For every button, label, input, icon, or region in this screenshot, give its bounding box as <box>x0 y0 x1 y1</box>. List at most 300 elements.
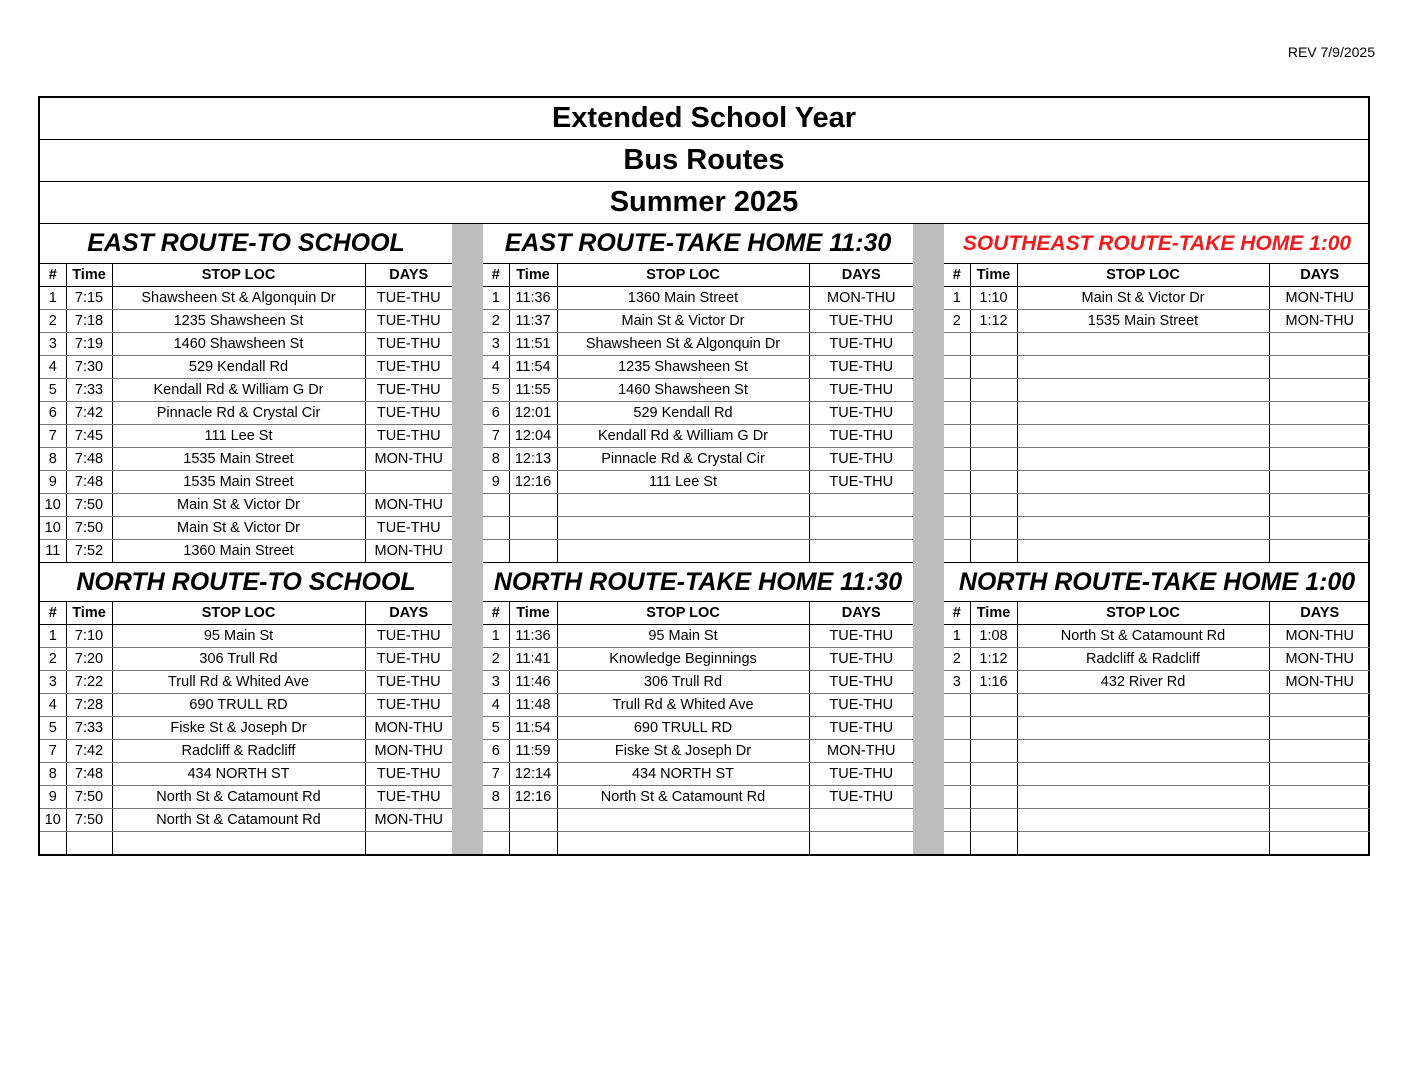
cell-stop: North St & Catamount Rd <box>112 786 365 809</box>
cell-days: TUE-THU <box>809 425 913 448</box>
cell-stop: 690 TRULL RD <box>557 717 809 740</box>
cell-num: 7 <box>483 763 509 786</box>
cell-days <box>1269 809 1370 832</box>
table-row <box>40 287 452 310</box>
column-header-num: # <box>944 264 970 287</box>
cell-stop: 690 TRULL RD <box>112 694 365 717</box>
cell-num <box>944 379 970 402</box>
cell-num: 4 <box>483 356 509 379</box>
table-row <box>483 625 913 648</box>
cell-stop: Main St & Victor Dr <box>1017 287 1269 310</box>
empty-row <box>944 832 1370 855</box>
table-row <box>483 356 913 379</box>
cell-stop <box>1017 471 1269 494</box>
cell-days: TUE-THU <box>365 694 452 717</box>
cell-time <box>970 379 1017 402</box>
cell-time: 12:01 <box>509 402 557 425</box>
table-row <box>944 287 1370 310</box>
cell-stop: Radcliff & Radcliff <box>112 740 365 763</box>
cell-days <box>1269 717 1370 740</box>
cell-days: MON-THU <box>365 448 452 471</box>
cell-stop <box>1017 448 1269 471</box>
table-row <box>40 648 452 671</box>
cell-time <box>970 786 1017 809</box>
cell-time <box>509 494 557 517</box>
column-header-days: DAYS <box>809 602 913 625</box>
cell-days <box>1269 494 1370 517</box>
cell-time: 7:48 <box>66 448 112 471</box>
route-title: NORTH ROUTE-TAKE HOME 11:30 <box>483 562 913 602</box>
cell-time: 11:59 <box>509 740 557 763</box>
cell-stop: 434 NORTH ST <box>112 763 365 786</box>
empty-row <box>944 809 1370 832</box>
cell-days: MON-THU <box>365 717 452 740</box>
cell-stop: 111 Lee St <box>557 471 809 494</box>
cell-stop: Main St & Victor Dr <box>112 494 365 517</box>
table-row <box>40 356 452 379</box>
cell-days <box>1269 379 1370 402</box>
table-header <box>483 264 913 287</box>
cell-num: 8 <box>40 763 66 786</box>
cell-days: MON-THU <box>365 809 452 832</box>
cell-num: 2 <box>483 648 509 671</box>
cell-stop <box>1017 809 1269 832</box>
cell-stop: 1235 Shawsheen St <box>112 310 365 333</box>
cell-num: 4 <box>40 356 66 379</box>
cell-stop <box>1017 786 1269 809</box>
cell-days: TUE-THU <box>365 379 452 402</box>
cell-days <box>1269 471 1370 494</box>
cell-num <box>944 448 970 471</box>
cell-stop <box>112 832 365 855</box>
cell-days: TUE-THU <box>365 402 452 425</box>
empty-row <box>40 832 452 855</box>
cell-days <box>365 471 452 494</box>
cell-num: 3 <box>483 333 509 356</box>
cell-time <box>509 540 557 563</box>
column-header-num: # <box>944 602 970 625</box>
cell-stop <box>1017 832 1269 855</box>
cell-time <box>970 517 1017 540</box>
cell-time: 7:52 <box>66 540 112 563</box>
table-row <box>483 287 913 310</box>
cell-days: TUE-THU <box>809 763 913 786</box>
cell-time: 11:54 <box>509 356 557 379</box>
table-row <box>40 448 452 471</box>
cell-stop: Pinnacle Rd & Crystal Cir <box>557 448 809 471</box>
column-header-days: DAYS <box>1269 264 1370 287</box>
empty-row <box>944 540 1370 563</box>
cell-days <box>365 832 452 855</box>
cell-time <box>509 832 557 855</box>
cell-time: 7:50 <box>66 494 112 517</box>
cell-num: 1 <box>483 287 509 310</box>
bus-routes-sheet <box>38 96 1370 856</box>
cell-days: TUE-THU <box>809 625 913 648</box>
cell-num: 3 <box>40 333 66 356</box>
cell-time: 12:14 <box>509 763 557 786</box>
table-row <box>40 540 452 563</box>
cell-time: 11:36 <box>509 625 557 648</box>
cell-num <box>944 694 970 717</box>
empty-row <box>944 717 1370 740</box>
cell-time: 11:48 <box>509 694 557 717</box>
column-header-days: DAYS <box>365 264 452 287</box>
cell-days: TUE-THU <box>365 671 452 694</box>
table-row <box>40 809 452 832</box>
cell-stop: Trull Rd & Whited Ave <box>112 671 365 694</box>
cell-num <box>944 763 970 786</box>
cell-num <box>483 832 509 855</box>
cell-time <box>970 740 1017 763</box>
cell-days <box>809 809 913 832</box>
empty-row <box>483 540 913 563</box>
cell-num <box>944 333 970 356</box>
table-row <box>40 310 452 333</box>
cell-days <box>1269 540 1370 563</box>
table-row <box>483 333 913 356</box>
cell-time <box>970 832 1017 855</box>
cell-time: 11:54 <box>509 717 557 740</box>
column-header-days: DAYS <box>1269 602 1370 625</box>
table-row <box>40 786 452 809</box>
empty-row <box>483 494 913 517</box>
cell-days <box>809 540 913 563</box>
table-row <box>944 671 1370 694</box>
cell-num: 9 <box>40 786 66 809</box>
table-row <box>40 763 452 786</box>
panel-right <box>944 224 1370 854</box>
cell-stop <box>1017 494 1269 517</box>
cell-stop <box>1017 540 1269 563</box>
cell-num: 3 <box>944 671 970 694</box>
cell-num: 1 <box>40 625 66 648</box>
cell-num: 9 <box>483 471 509 494</box>
cell-stop <box>1017 379 1269 402</box>
cell-time: 1:10 <box>970 287 1017 310</box>
column-header-time: Time <box>66 602 112 625</box>
cell-time: 12:16 <box>509 786 557 809</box>
cell-days: TUE-THU <box>365 763 452 786</box>
cell-num: 5 <box>483 717 509 740</box>
cell-stop <box>557 517 809 540</box>
cell-stop: 529 Kendall Rd <box>112 356 365 379</box>
cell-num: 5 <box>40 717 66 740</box>
cell-num: 11 <box>40 540 66 563</box>
table-row <box>944 625 1370 648</box>
cell-stop: 306 Trull Rd <box>557 671 809 694</box>
table-row <box>40 740 452 763</box>
cell-stop <box>1017 763 1269 786</box>
cell-time <box>970 425 1017 448</box>
cell-days: TUE-THU <box>365 356 452 379</box>
empty-row <box>944 333 1370 356</box>
cell-stop: Shawsheen St & Algonquin Dr <box>557 333 809 356</box>
cell-stop: 1460 Shawsheen St <box>112 333 365 356</box>
cell-days <box>1269 333 1370 356</box>
cell-days: TUE-THU <box>365 786 452 809</box>
cell-num: 6 <box>483 402 509 425</box>
cell-num <box>944 494 970 517</box>
cell-time: 7:50 <box>66 517 112 540</box>
cell-stop: 306 Trull Rd <box>112 648 365 671</box>
cell-stop: Main St & Victor Dr <box>112 517 365 540</box>
cell-days: MON-THU <box>1269 287 1370 310</box>
cell-num <box>483 809 509 832</box>
cell-stop <box>1017 402 1269 425</box>
cell-num: 6 <box>40 402 66 425</box>
cell-num <box>944 740 970 763</box>
empty-row <box>944 379 1370 402</box>
empty-row <box>944 425 1370 448</box>
cell-days: TUE-THU <box>809 786 913 809</box>
empty-row <box>944 448 1370 471</box>
cell-time: 7:18 <box>66 310 112 333</box>
empty-row <box>944 694 1370 717</box>
cell-time: 7:42 <box>66 740 112 763</box>
cell-num <box>944 356 970 379</box>
cell-time: 7:28 <box>66 694 112 717</box>
cell-time <box>509 809 557 832</box>
cell-num <box>944 809 970 832</box>
title-line-2: Bus Routes <box>40 140 1368 182</box>
cell-stop <box>1017 356 1269 379</box>
cell-days: TUE-THU <box>365 310 452 333</box>
column-header-time: Time <box>66 264 112 287</box>
cell-stop: 432 River Rd <box>1017 671 1269 694</box>
cell-days <box>1269 402 1370 425</box>
table-header <box>483 602 913 625</box>
table-row <box>40 494 452 517</box>
routes-grid <box>40 224 1368 854</box>
cell-time: 12:04 <box>509 425 557 448</box>
cell-stop: Knowledge Beginnings <box>557 648 809 671</box>
cell-time <box>970 717 1017 740</box>
cell-time <box>970 494 1017 517</box>
table-row <box>483 379 913 402</box>
cell-stop: 1535 Main Street <box>112 448 365 471</box>
empty-row <box>944 356 1370 379</box>
cell-time: 7:19 <box>66 333 112 356</box>
table-row <box>483 648 913 671</box>
cell-days <box>1269 356 1370 379</box>
table-row <box>40 625 452 648</box>
cell-stop: North St & Catamount Rd <box>112 809 365 832</box>
cell-num: 1 <box>944 287 970 310</box>
route-title: EAST ROUTE-TO SCHOOL <box>40 224 452 264</box>
cell-time: 7:50 <box>66 786 112 809</box>
revision-label: REV 7/9/2025 <box>1287 44 1375 60</box>
table-row <box>483 310 913 333</box>
route-title-highlighted: SOUTHEAST ROUTE-TAKE HOME 1:00 <box>944 224 1370 264</box>
cell-num <box>944 717 970 740</box>
cell-days: MON-THU <box>809 740 913 763</box>
panel-left <box>40 224 452 854</box>
column-header-time: Time <box>509 264 557 287</box>
cell-stop <box>1017 694 1269 717</box>
cell-days: MON-THU <box>1269 310 1370 333</box>
cell-num: 2 <box>40 310 66 333</box>
table-row <box>40 402 452 425</box>
column-header-stop: STOP LOC <box>1017 264 1269 287</box>
column-header-num: # <box>40 264 66 287</box>
table-row <box>483 763 913 786</box>
cell-num: 10 <box>40 517 66 540</box>
table-row <box>483 740 913 763</box>
route-title: NORTH ROUTE-TO SCHOOL <box>40 562 452 602</box>
cell-time <box>970 694 1017 717</box>
cell-num <box>944 402 970 425</box>
cell-stop: 95 Main St <box>557 625 809 648</box>
cell-days <box>809 517 913 540</box>
cell-num: 10 <box>40 809 66 832</box>
cell-num <box>944 786 970 809</box>
empty-row <box>483 832 913 855</box>
cell-time: 7:22 <box>66 671 112 694</box>
cell-days: MON-THU <box>1269 671 1370 694</box>
cell-time <box>970 333 1017 356</box>
cell-num: 10 <box>40 494 66 517</box>
table-row <box>483 425 913 448</box>
route-table <box>944 264 1370 562</box>
cell-days: TUE-THU <box>809 671 913 694</box>
cell-stop <box>1017 333 1269 356</box>
cell-time: 7:15 <box>66 287 112 310</box>
cell-time: 7:20 <box>66 648 112 671</box>
cell-num: 8 <box>483 786 509 809</box>
cell-num <box>944 540 970 563</box>
route-title: EAST ROUTE-TAKE HOME 11:30 <box>483 224 913 264</box>
empty-row <box>944 786 1370 809</box>
route-title: NORTH ROUTE-TAKE HOME 1:00 <box>944 562 1370 602</box>
cell-stop: Fiske St & Joseph Dr <box>557 740 809 763</box>
cell-days: MON-THU <box>374 543 443 559</box>
table-row <box>40 471 452 494</box>
empty-row <box>944 517 1370 540</box>
table-row <box>40 425 452 448</box>
cell-time: 11:37 <box>509 310 557 333</box>
table-row <box>483 671 913 694</box>
cell-num: 7 <box>483 425 509 448</box>
empty-row <box>944 740 1370 763</box>
cell-time: 11:41 <box>509 648 557 671</box>
column-header-stop: STOP LOC <box>557 264 809 287</box>
column-divider <box>913 224 944 854</box>
empty-row <box>944 402 1370 425</box>
cell-stop: 529 Kendall Rd <box>557 402 809 425</box>
cell-days <box>1269 740 1370 763</box>
empty-row <box>483 517 913 540</box>
table-row <box>483 786 913 809</box>
column-header-days: DAYS <box>809 264 913 287</box>
table-row <box>483 471 913 494</box>
cell-stop: 1235 Shawsheen St <box>557 356 809 379</box>
cell-num <box>40 832 66 855</box>
cell-stop <box>1017 425 1269 448</box>
cell-stop: 111 Lee St <box>112 425 365 448</box>
cell-days <box>1269 425 1370 448</box>
cell-days: TUE-THU <box>809 356 913 379</box>
cell-time <box>970 402 1017 425</box>
cell-days: TUE-THU <box>809 448 913 471</box>
table-row <box>483 717 913 740</box>
cell-num: 2 <box>944 648 970 671</box>
cell-stop: 95 Main St <box>112 625 365 648</box>
cell-days: TUE-THU <box>365 333 452 356</box>
cell-num: 7 <box>40 740 66 763</box>
cell-num: 7 <box>40 425 66 448</box>
table-header <box>944 602 1370 625</box>
cell-days: TUE-THU <box>365 648 452 671</box>
cell-time: 7:30 <box>66 356 112 379</box>
cell-time: 12:16 <box>509 471 557 494</box>
cell-num: 5 <box>40 379 66 402</box>
cell-time: 11:46 <box>509 671 557 694</box>
cell-days: MON-THU <box>365 740 452 763</box>
empty-row <box>944 471 1370 494</box>
cell-days: TUE-THU <box>809 333 913 356</box>
cell-days: TUE-THU <box>365 517 452 540</box>
table-header <box>40 264 452 287</box>
cell-num: 4 <box>40 694 66 717</box>
cell-days: TUE-THU <box>365 625 452 648</box>
cell-days <box>1269 517 1370 540</box>
table-row <box>40 671 452 694</box>
route-table <box>944 602 1370 854</box>
cell-stop: Main St & Victor Dr <box>557 310 809 333</box>
cell-days: MON-THU <box>365 494 452 517</box>
cell-num: 1 <box>40 287 66 310</box>
table-row <box>944 310 1370 333</box>
cell-days: MON-THU <box>1269 648 1370 671</box>
cell-num <box>483 517 509 540</box>
cell-stop: 1360 Main Street <box>557 287 809 310</box>
route-table <box>483 602 913 854</box>
cell-num <box>483 540 509 563</box>
cell-time: 7:33 <box>66 717 112 740</box>
title-line-3: Summer 2025 <box>40 182 1368 224</box>
cell-num: 1 <box>483 625 509 648</box>
cell-days <box>1269 763 1370 786</box>
cell-time: 7:33 <box>66 379 112 402</box>
column-header-time: Time <box>970 264 1017 287</box>
column-header-stop: STOP LOC <box>112 602 365 625</box>
cell-num: 8 <box>40 448 66 471</box>
cell-stop: Fiske St & Joseph Dr <box>112 717 365 740</box>
cell-days: MON-THU <box>809 287 913 310</box>
column-header-stop: STOP LOC <box>112 264 365 287</box>
cell-num: 2 <box>483 310 509 333</box>
cell-stop: Kendall Rd & William G Dr <box>557 425 809 448</box>
column-header-days: DAYS <box>365 602 452 625</box>
cell-time: 7:48 <box>66 763 112 786</box>
cell-stop <box>1017 517 1269 540</box>
cell-num: 4 <box>483 694 509 717</box>
route-table <box>40 264 452 562</box>
table-header <box>40 602 452 625</box>
cell-days: TUE-THU <box>365 287 452 310</box>
cell-days <box>1269 448 1370 471</box>
route-table <box>40 602 452 854</box>
column-divider <box>452 224 483 854</box>
table-row <box>40 717 452 740</box>
cell-time <box>970 471 1017 494</box>
cell-stop <box>557 832 809 855</box>
cell-days <box>1269 786 1370 809</box>
cell-num: 6 <box>483 740 509 763</box>
cell-days <box>1269 694 1370 717</box>
cell-num <box>944 832 970 855</box>
